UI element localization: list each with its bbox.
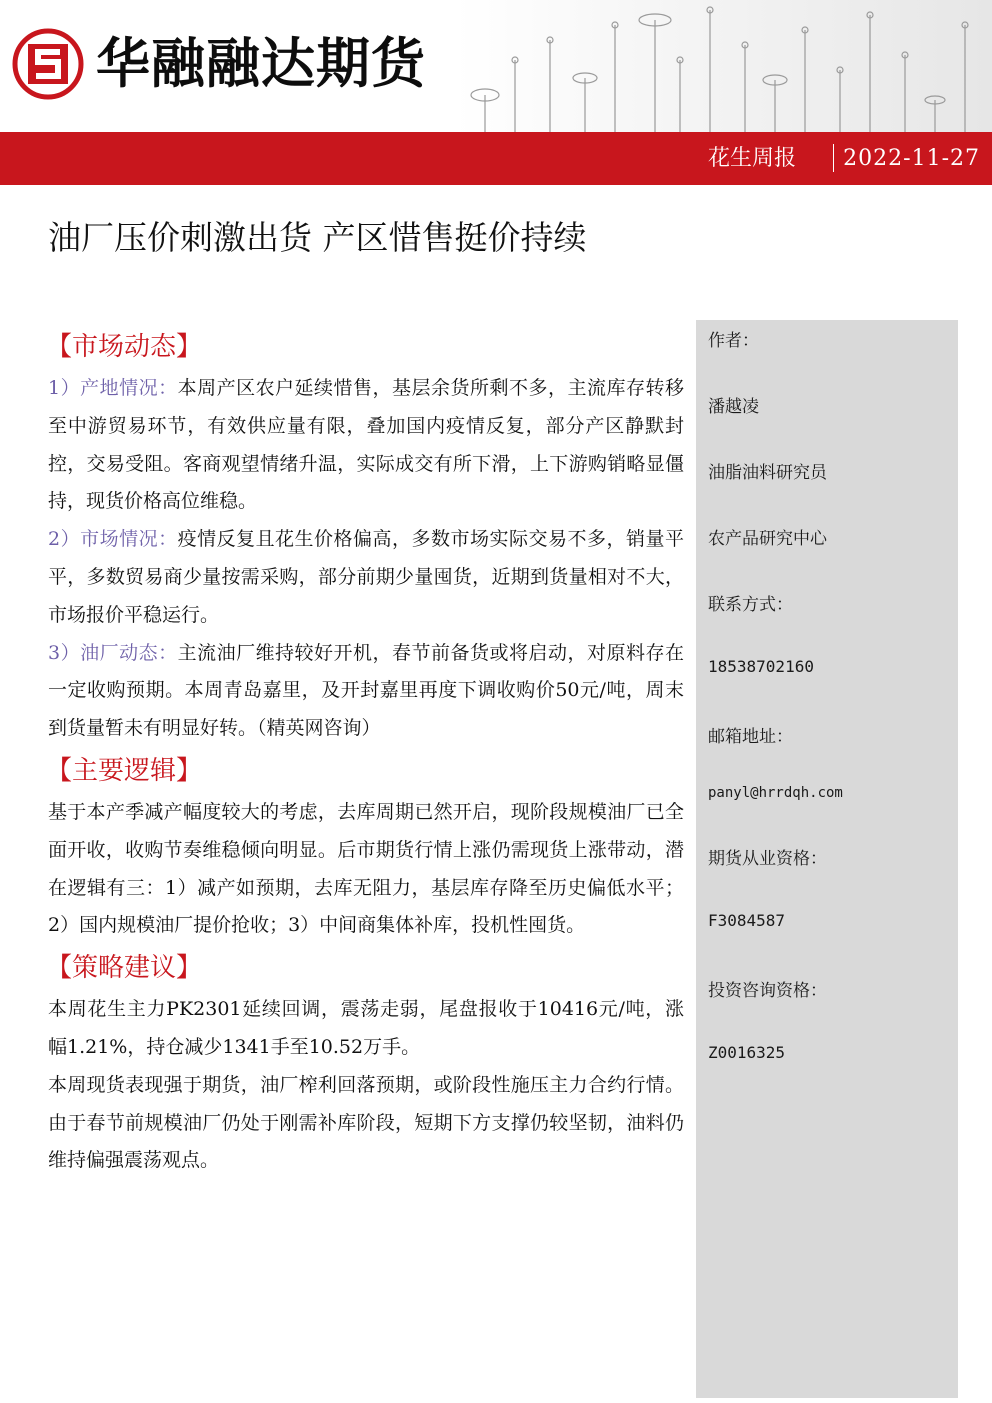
market-item-text: 本周产区农户延续惜售，基层余货所剩不多，主流库存转移至中游贸易环节，有效供应量有限，叠加国内疫情反复，部分产区静默封控，交易受阻。客商观望情绪升温，实际成交有所下滑，上下游购销略显僵持，现货价格高位维稳。 (48, 377, 684, 513)
email-address[interactable]: panyl@hrrdqh.com (708, 785, 843, 801)
investment-qualification-number: Z0016325 (708, 1043, 786, 1062)
market-item-lead: 2）市场情况： (48, 528, 178, 551)
market-item-text: 主流油厂维持较好开机，春节前备货或将启动，对原料存在一定收购预期。本周青岛嘉里，及开封嘉里再度下调收购价50元/吨，周末到货量暂未有明显好转。（精英网咨询） (48, 641, 684, 740)
contact-phone: 18538702160 (708, 657, 814, 676)
market-item-lead: 1）产地情况： (48, 377, 178, 399)
section-heading-market: 【市场动态】 (46, 332, 203, 362)
report-type: 花生周报 (707, 146, 796, 171)
market-item-lead: 3）油厂动态： (48, 641, 178, 664)
company-logo-icon (12, 28, 84, 100)
market-item (48, 370, 684, 521)
investment-qualification-label: 投资咨询资格： (708, 981, 827, 1001)
author-label: 作者： (708, 331, 759, 351)
section-heading-logic: 【主要逻辑】 (46, 755, 203, 786)
email-label: 邮箱地址： (708, 727, 793, 747)
author-department: 农产品研究中心 (708, 529, 827, 549)
decorative-header-graphic (455, 0, 992, 132)
author-sidebar (696, 320, 958, 1398)
strategy-paragraph: 本周花生主力PK2301延续回调，震荡走弱，尾盘报收于10416元/吨，涨幅1.21%，持仓减少1341手至10.52万手。 (48, 998, 684, 1058)
market-item (48, 635, 684, 748)
futures-qualification-label: 期货从业资格： (708, 849, 827, 869)
logic-paragraph: 基于本产季减产幅度较大的考虑，去库周期已然开启，现阶段规模油厂已全面开收，收购节奏维稳倾向明显。后市期货行情上涨仍需现货上涨带动，潜在逻辑有三：1）减产如预期，去库无阻力，基层库存降至历史偏低水平；2）国内规模油厂提价抢收；3）中间商集体补库，投机性囤货。 (48, 800, 684, 937)
main-content (48, 324, 684, 1180)
section-heading-strategy: 【策略建议】 (46, 953, 203, 984)
market-item-text: 疫情反复且花生价格偏高，多数市场实际交易不多，销量平平，多数贸易商少量按需采购，部分前期少量囤货，近期到货量相对不大，市场报价平稳运行。 (48, 528, 684, 626)
market-item (48, 521, 684, 634)
brand-name: 华融融达期货 (96, 32, 426, 95)
author-role: 油脂油料研究员 (708, 463, 827, 483)
report-banner (0, 132, 992, 185)
report-title: 油厂压价刺激出货 产区惜售挺价持续 (48, 218, 587, 257)
report-date: 2022-11-27 (843, 146, 980, 171)
author-name: 潘越凌 (708, 397, 759, 417)
banner-divider (833, 144, 834, 172)
futures-qualification-number: F3084587 (708, 911, 786, 930)
strategy-paragraph: 本周现货表现强于期货，油厂榨利回落预期，或阶段性施压主力合约行情。由于春节前规模油厂仍处于刚需补库阶段，短期下方支撑仍较坚韧，油料仍维持偏强震荡观点。 (48, 1073, 684, 1172)
contact-label: 联系方式： (708, 595, 793, 615)
